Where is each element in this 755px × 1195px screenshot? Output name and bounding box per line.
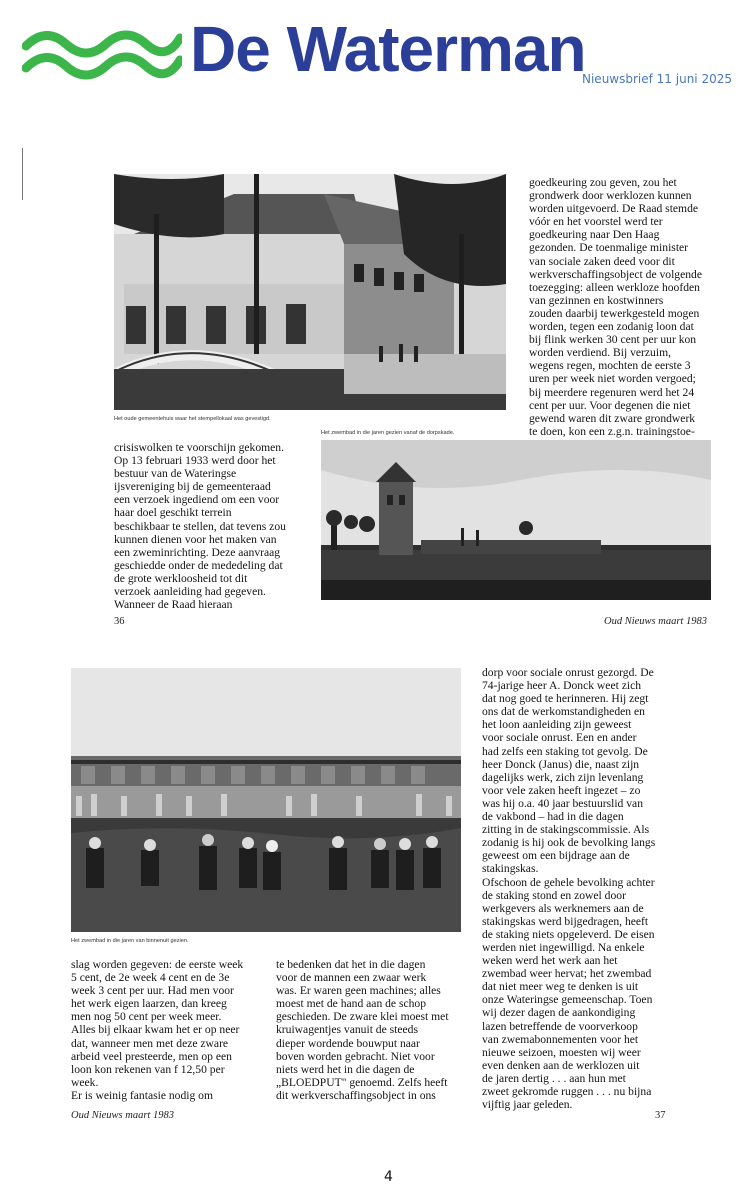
text-line: arbeid veel presteerde, men op een <box>71 1049 232 1063</box>
text-line: het werk eigen laarzen, dan kreeg <box>71 997 227 1011</box>
text-line: de staking stond en zowel door <box>482 888 626 902</box>
text-line: worden, tegen een zodanig loon dat <box>529 320 694 334</box>
text-line: uren per week niet worden vergoed; <box>529 372 696 386</box>
text-line: „BLOEDPUT" genoemd. Zelfs heeft <box>276 1075 448 1089</box>
text-line: kruiwagentjes vanuit de steeds <box>276 1023 418 1037</box>
text-line: bestuur van de Wateringse <box>114 467 237 481</box>
text-line: slag worden gegeven: de eerste week <box>71 958 244 971</box>
text-line: nieuwe seizoen, moesten wij weer <box>482 1045 641 1059</box>
text-line: geschiedde onder de mededeling dat <box>114 558 283 572</box>
text-line: toezegging: alleen werkloze hoofden <box>529 280 700 294</box>
text-line: voor de mannen een zwaar werk <box>276 971 427 985</box>
text-line: geschieden. De zware klei moest met <box>276 1010 449 1024</box>
text-line: een zweminrichting. Deze aanvraag <box>114 545 281 559</box>
text-line: crisiswolken te voorschijn gekomen. <box>114 441 285 454</box>
margin-line <box>22 148 23 200</box>
text-line: ijsvereniging bij de gemeenteraad <box>114 480 271 494</box>
text-line: grondwerk door werklozen kunnen <box>529 189 692 203</box>
text-line: zitting in de stakingscommissie. Als <box>482 823 650 837</box>
text-line: loon kon rekenen van f 12,50 per <box>71 1062 225 1076</box>
text-line: voor sociale onrust. Een en ander <box>482 731 637 745</box>
text-line: week. <box>71 1075 99 1089</box>
text-line: Alles bij elkaar kwam het er op neer <box>71 1023 240 1037</box>
photo-zwembad-binnenuit <box>71 668 461 932</box>
column-page37-right <box>482 666 696 1111</box>
document-page-number: 4 <box>384 1169 393 1185</box>
text-line: 74-jarige heer A. Donck weet zich <box>482 679 642 693</box>
text-line: men nog 50 cent per week meer. <box>71 1010 222 1024</box>
text-line: 5 cent, de 2e week 4 cent en de 3e <box>71 971 230 985</box>
text-line: stakingskas werd bijgedragen, heeft <box>482 914 649 928</box>
text-line: werkgevers als werknemers aan de <box>482 901 644 915</box>
text-line: het loon aanleiding zijn geweest <box>482 718 632 732</box>
text-line: worden verdiend. Bij verzuim, <box>529 346 671 360</box>
text-line: te bedenken dat het in die dagen <box>276 958 426 971</box>
text-line: zouden daarbij tewerkgesteld mogen <box>529 306 700 320</box>
text-line: wegens regen, mochten de eerste 3 <box>529 359 691 373</box>
text-line: van zwemabonnementen voor het <box>482 1032 639 1046</box>
newsletter-title: De Waterman <box>190 13 586 85</box>
text-line: bij meerdere regenuren werd het 24 <box>529 385 695 399</box>
text-line: weken werd het werk aan het <box>482 954 618 968</box>
text-line: van gezinnen en kostwinners <box>529 293 664 307</box>
source-page37 <box>71 1110 174 1121</box>
text-line: zwembad weer hervat; het zwembad <box>482 967 652 981</box>
text-line: cent per uur. Voor degenen die niet <box>529 398 691 412</box>
text-line: heer Donck (Janus) die, naast zijn <box>482 757 640 771</box>
text-line: te doen, kon een z.g.n. trainingstoe- <box>529 424 695 438</box>
text-line: Op 13 februari 1933 werd door het <box>114 454 276 468</box>
text-line: van sociale zaken deed voor dit <box>529 254 675 268</box>
column-page36-left <box>114 441 314 611</box>
page-number-37: 37 <box>655 1110 666 1121</box>
text-line: worden uitgevoerd. De Raad stemde <box>529 202 699 216</box>
text-line: vóór en het voorstel werd ter <box>529 215 663 229</box>
text-line: gewend waren dit zware grondwerk <box>529 411 696 425</box>
text-line: dat niet meer weg te denken is uit <box>482 980 639 994</box>
text-line: week 3 cent per uur. Had men voor <box>71 984 234 998</box>
text-line: wij dezer dagen de aankondiging <box>482 1006 636 1020</box>
text-line: Wanneer de Raad hieraan <box>114 598 233 612</box>
source-page36 <box>604 616 707 627</box>
text-line: dat, wanneer men met deze zware <box>71 1036 229 1050</box>
caption-gemeentehuis: Het oude gemeentehuis waar het stempellokaal was gevestigd. <box>114 416 271 422</box>
text-line: dagelijks werk, zich zijn levenlang <box>482 770 644 784</box>
text-line: zodanig is hij ook de bevolking langs <box>482 836 656 850</box>
text-line: bij flink werken 30 cent per uur kon <box>529 333 697 347</box>
text-line: dieper wordende bouwput naar <box>276 1036 420 1050</box>
text-line: de vakbond – had in die dagen <box>482 810 624 824</box>
text-line: Ofschoon de gehele bevolking achter <box>482 875 655 889</box>
text-line: zweet gekromde ruggen . . . nu bijna <box>482 1085 652 1098</box>
text-line: gezonden. De toenmalige minister <box>529 241 689 255</box>
text-line: dit werkverschaffingsobject in ons <box>276 1088 436 1102</box>
text-line: werkverschaffingsobject de volgende <box>529 267 702 281</box>
caption-zwembad-binnenuit: Het zwembad in die jaren van binnenuit gezien. <box>71 938 189 944</box>
text-line: onze Wateringse gemeenschap. Toen <box>482 993 653 1007</box>
source-text: Oud Nieuws maart 1983 <box>604 616 707 627</box>
source-text: Oud Nieuws maart 1983 <box>71 1110 174 1121</box>
column-page37-left <box>71 958 267 1102</box>
text-line: lazen betreffende de voorverkoop <box>482 1019 638 1033</box>
text-line: boven worden gebracht. Niet voor <box>276 1049 435 1063</box>
text-line: dat nog goed te herinneren. Hij zegt <box>482 692 649 706</box>
text-line: moest met de hand aan de schop <box>276 997 427 1011</box>
text-line: niets werd het in die dagen de <box>276 1062 415 1076</box>
logo-waves-icon <box>22 24 182 86</box>
photo-gemeentehuis <box>114 174 506 410</box>
text-line: goedkeuring naar Den Haag <box>529 228 660 242</box>
text-line: een verzoek ingediend om een voor <box>114 493 280 507</box>
text-line: de grote werkloosheid tot dit <box>114 571 248 585</box>
text-line: had zelfs een staking tot gevolg. De <box>482 744 648 758</box>
text-line: voor vele zaken heeft ingezet – zo <box>482 783 641 797</box>
text-line: ons dat de werkomstandigheden en <box>482 705 645 719</box>
text-line: goedkeuring zou geven, zou het <box>529 176 677 189</box>
text-line: beschikbaar te stellen, dat tevens zou <box>114 519 286 533</box>
text-line: was hij o.a. 40 jaar bestuurslid van <box>482 796 643 810</box>
text-line: dorp voor sociale onrust gezorgd. De <box>482 666 654 679</box>
text-line: even denken aan de werklozen uit <box>482 1058 640 1072</box>
newsletter-date: Nieuwsbrief 11 juni 2025 <box>582 72 732 86</box>
text-line: de jaren dertig . . . aan hun met <box>482 1071 626 1085</box>
text-line: stakingskas. <box>482 862 539 876</box>
text-line: werden niet ingewilligd. Na enkele <box>482 940 645 954</box>
text-line: vijftig jaar geleden. <box>482 1098 573 1112</box>
text-line: Er is weinig fantasie nodig om <box>71 1088 213 1102</box>
text-line: was. Er waren geen machines; alles <box>276 984 441 998</box>
caption-zwembad-dorpskade: Het zwembad in die jaren gezien vanaf de dorpskade. <box>321 430 455 436</box>
text-line: kunnen dienen voor het maken van <box>114 532 277 546</box>
page-number-36: 36 <box>114 616 125 627</box>
text-line: haar doel geschikt terrein <box>114 506 232 520</box>
text-line: de staking niets opgeleverd. De eisen <box>482 927 655 941</box>
column-page37-middle <box>276 958 476 1102</box>
text-line: verzoek aanleiding had gegeven. <box>114 585 266 599</box>
text-line: geweest om een bijdrage aan de <box>482 849 630 863</box>
photo-zwembad-dorpskade <box>321 440 711 600</box>
column-page36-right <box>529 176 739 438</box>
